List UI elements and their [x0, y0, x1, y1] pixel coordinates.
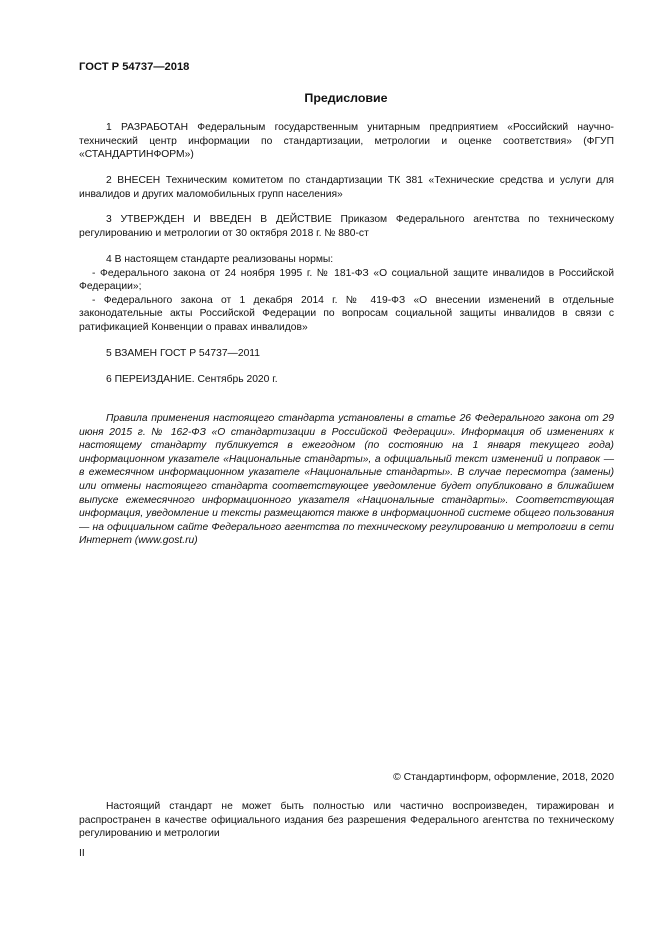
- reproduction-notice-text: Настоящий стандарт не может быть полностью или частично воспроизведен, тиражирован и распространен в качестве официального издания без разрешения Федерального агентства по техническому регулированию и метрологии: [79, 801, 614, 840]
- foreword-item-4-law-2: - Федерального закона от 1 декабря 2014 г. № 419-ФЗ «О внесении изменений в отдельные законодательные акты Российской Федерации по вопросам социальной защиты инвалидов в связи с ратификацией Конвенции о правах инвалидов»: [79, 294, 614, 333]
- foreword-item-4-intro: 4 В настоящем стандарте реализованы нормы:: [106, 254, 334, 265]
- foreword-item-2-text: 2 ВНЕСЕН Техническим комитетом по стандартизации ТК 381 «Технические средства и услуги для инвалидов и других маломобильных групп населения»: [79, 175, 614, 200]
- foreword-item-3: [79, 213, 614, 240]
- reproduction-notice: [79, 800, 614, 841]
- foreword-item-1-text: 1 РАЗРАБОТАН Федеральным государственным унитарным предприятием «Российский научно-технический центр информации по стандартизации, метрологии и оценке соответствия» (ФГУП «СТАНДАРТИНФОРМ»): [79, 122, 614, 161]
- foreword-item-5: [79, 347, 614, 361]
- foreword-item-4-law-1: - Федерального закона от 24 ноября 1995 г. № 181-ФЗ «О социальной защите инвалидов в Российской Федерации»;: [79, 267, 614, 293]
- foreword-item-5-text: 5 ВЗАМЕН ГОСТ Р 54737—2011: [106, 348, 260, 359]
- foreword-item-4: [79, 253, 614, 335]
- foreword-item-6: [79, 373, 614, 387]
- foreword-title: Предисловие: [304, 91, 388, 105]
- page-number: II: [79, 848, 85, 859]
- document-id: ГОСТ Р 54737—2018: [79, 61, 190, 73]
- foreword-item-3-text: 3 УТВЕРЖДЕН И ВВЕДЕН В ДЕЙСТВИЕ Приказом Федерального агентства по техническому регулированию и метрологии от 30 октября 2018 г. № 880-ст: [79, 214, 614, 239]
- application-rules-text: Правила применения настоящего стандарта установлены в статье 26 Федерального закона от 29 июня 2015 г. № 162-ФЗ «О стандартизации в Российской Федерации». Информация об изменениях к настоящему стандарту публикуется в ежегодном (по состоянию на 1 января текущего года) информационном указателе «Национальные стандарты», а официальный текст изменений и поправок — в ежемесячном информационном указателе «Национальные стандарты». В случае пересмотра (замены) или отмены настоящего стандарта соответствующее уведомление будет опубликовано в ближайшем выпуске ежемесячного информационного указателя «Национальные стандарты». Соответствующая информация, уведомление и тексты размещаются также в информационной системе общего пользования — на официальном сайте Федерального агентства по техническому регулированию и метрологии в сети Интернет (www.gost.ru): [79, 413, 614, 547]
- copyright-line: © Стандартинформ, оформление, 2018, 2020: [393, 772, 614, 783]
- foreword-item-6-text: 6 ПЕРЕИЗДАНИЕ. Сентябрь 2020 г.: [106, 374, 278, 385]
- foreword-item-2: [79, 174, 614, 201]
- foreword-item-1: [79, 121, 614, 162]
- application-rules-note: [79, 412, 614, 548]
